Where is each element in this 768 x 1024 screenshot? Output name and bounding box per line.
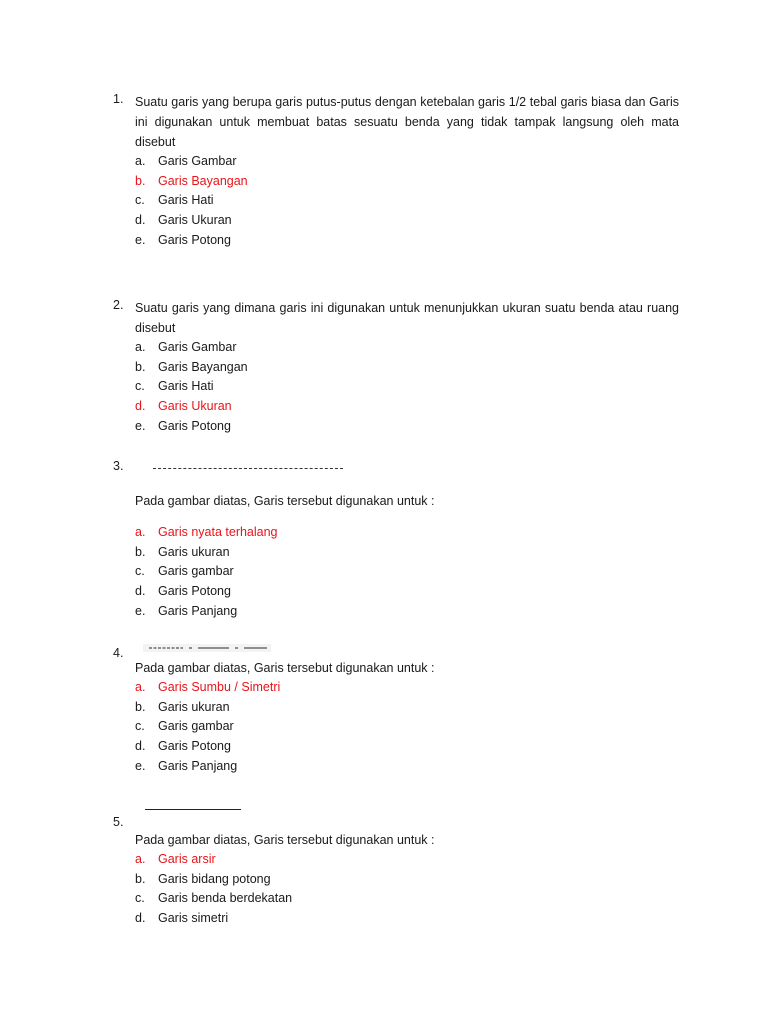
option-text: Garis nyata terhalang	[158, 525, 278, 539]
option-letter: e.	[135, 418, 146, 433]
option-text: Garis Potong	[158, 739, 231, 754]
option-text: Garis Ukuran	[158, 399, 232, 414]
question-number: 1.	[113, 92, 124, 106]
option-text: Garis Sumbu / Simetri	[158, 680, 281, 694]
option-b[interactable]	[135, 870, 679, 890]
options-list	[135, 678, 679, 776]
option-letter: c.	[135, 891, 145, 906]
option-letter: a.	[135, 525, 146, 539]
option-letter: a.	[135, 154, 146, 168]
question-3	[113, 459, 679, 621]
option-text: Garis bidang potong	[158, 871, 271, 886]
option-letter: b.	[135, 359, 146, 374]
solid-line	[145, 809, 241, 810]
option-text: Garis Potong	[158, 232, 231, 247]
option-d[interactable]	[135, 211, 679, 231]
option-letter: a.	[135, 680, 146, 694]
options-list	[135, 850, 679, 929]
option-text: Garis Panjang	[158, 603, 238, 618]
chain-line-figure	[135, 640, 679, 656]
option-letter: e.	[135, 603, 146, 618]
option-d[interactable]	[135, 582, 679, 602]
question-text: Suatu garis yang berupa garis putus-putus dengan ketebalan garis 1/2 tebal garis biasa dan Garis ini digunakan untuk membuat batas sesuatu benda yang tidak tampak langsung oleh mata disebut	[135, 95, 679, 149]
option-text: Garis ukuran	[158, 544, 230, 559]
option-text: Garis Ukuran	[158, 213, 232, 228]
option-text: Garis Hati	[158, 193, 214, 208]
option-e[interactable]	[135, 757, 679, 777]
option-b[interactable]	[135, 698, 679, 718]
option-text: Garis arsir	[158, 852, 216, 866]
option-letter: b.	[135, 173, 146, 188]
option-letter: c.	[135, 719, 145, 734]
option-text: Garis Potong	[158, 418, 231, 433]
option-a[interactable]	[135, 678, 679, 698]
question-text: Pada gambar diatas, Garis tersebut digunakan untuk :	[135, 494, 435, 508]
option-d[interactable]	[135, 737, 679, 757]
option-c[interactable]	[135, 377, 679, 397]
option-text: Garis benda berdekatan	[158, 891, 293, 906]
option-c[interactable]	[135, 191, 679, 211]
question-text: Suatu garis yang dimana garis ini digunakan untuk menunjukkan ukuran suatu benda atau ruang disebut	[135, 301, 679, 335]
option-text: Garis Bayangan	[158, 359, 248, 374]
question-1	[113, 92, 679, 250]
option-e[interactable]	[135, 417, 679, 437]
option-b[interactable]	[135, 543, 679, 563]
question-text: Pada gambar diatas, Garis tersebut digunakan untuk :	[135, 661, 435, 675]
option-text: Garis gambar	[158, 564, 234, 579]
option-letter: b.	[135, 871, 146, 886]
option-letter: c.	[135, 193, 145, 208]
option-letter: a.	[135, 340, 146, 354]
question-number: 4.	[113, 646, 124, 660]
option-text: Garis ukuran	[158, 699, 230, 714]
option-a[interactable]	[135, 152, 679, 172]
option-a[interactable]	[135, 338, 679, 358]
option-letter: a.	[135, 852, 146, 866]
option-c[interactable]	[135, 717, 679, 737]
dashed-line	[153, 468, 343, 469]
options-list	[135, 338, 679, 436]
chain-line-svg	[143, 644, 271, 652]
option-text: Garis gambar	[158, 719, 234, 734]
question-number: 2.	[113, 298, 124, 312]
option-letter: e.	[135, 232, 146, 247]
options-list	[135, 523, 679, 621]
option-a[interactable]	[135, 523, 679, 543]
option-b[interactable]	[135, 172, 679, 192]
option-text: Garis Panjang	[158, 758, 238, 773]
question-5	[113, 815, 679, 929]
option-e[interactable]	[135, 231, 679, 251]
option-a[interactable]	[135, 850, 679, 870]
option-letter: e.	[135, 758, 146, 773]
option-d[interactable]	[135, 909, 679, 929]
option-letter: d.	[135, 911, 146, 926]
option-text: Garis Gambar	[158, 340, 237, 354]
option-c[interactable]	[135, 562, 679, 582]
option-letter: d.	[135, 213, 146, 228]
solid-line-figure	[135, 815, 679, 835]
option-text: Garis Potong	[158, 584, 231, 599]
option-text: Garis simetri	[158, 911, 229, 926]
option-d[interactable]	[135, 397, 679, 417]
option-text: Garis Hati	[158, 379, 214, 394]
question-4	[113, 646, 679, 776]
option-letter: d.	[135, 399, 146, 414]
option-c[interactable]	[135, 889, 679, 909]
options-list	[135, 152, 679, 250]
option-letter: b.	[135, 544, 146, 559]
option-letter: d.	[135, 739, 146, 754]
question-text: Pada gambar diatas, Garis tersebut digunakan untuk :	[135, 833, 435, 847]
option-b[interactable]	[135, 358, 679, 378]
option-letter: c.	[135, 379, 145, 394]
option-letter: d.	[135, 584, 146, 599]
question-number: 5.	[113, 815, 124, 829]
chain-line	[143, 644, 271, 652]
option-letter: b.	[135, 699, 146, 714]
option-text: Garis Bayangan	[158, 173, 248, 188]
dashed-line-figure	[135, 459, 679, 479]
option-text: Garis Gambar	[158, 154, 237, 168]
option-letter: c.	[135, 564, 145, 579]
option-e[interactable]	[135, 602, 679, 622]
question-number: 3.	[113, 459, 124, 473]
question-2	[113, 298, 679, 436]
